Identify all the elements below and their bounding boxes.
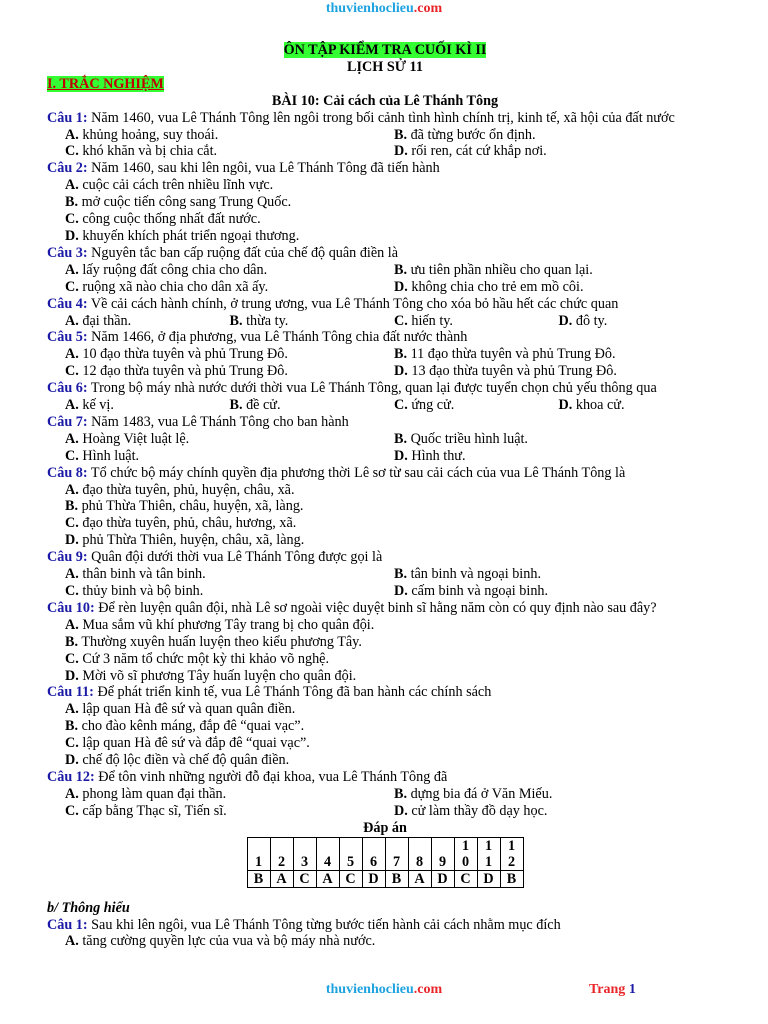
- option: D. phủ Thừa Thiên, huyện, châu, xã, làng.: [65, 532, 305, 549]
- question-text: Nguyên tắc ban cấp ruộng đất của chế độ quân điền là: [91, 244, 399, 261]
- subsection-heading: b/ Thông hiểu: [47, 899, 130, 916]
- question: [47, 600, 723, 617]
- question-text: Quân đội dưới thời vua Lê Thánh Tông được gọi là: [91, 549, 383, 566]
- answer-value-cell: A: [270, 870, 293, 887]
- option: D. 13 đạo thừa tuyên và phủ Trung Đô.: [394, 363, 617, 380]
- option: B. Thường xuyên huấn luyện theo kiểu phương Tây.: [65, 633, 362, 650]
- option: B. tân binh và ngoại binh.: [394, 566, 541, 583]
- site-header[interactable]: [0, 1, 768, 17]
- option: A. phong làm quan đại thần.: [65, 785, 227, 802]
- answer-number-row: [247, 837, 523, 870]
- section-heading: I. TRẮC NGHIỆM: [47, 75, 164, 92]
- option: B. ưu tiên phần nhiều cho quan lại.: [394, 261, 593, 278]
- answer-value-cell: A: [316, 870, 339, 887]
- option: B. đã từng bước ổn định.: [394, 126, 536, 143]
- question-list: [47, 110, 723, 820]
- answer-key-table: [247, 837, 524, 888]
- option: B. mở cuộc tiến công sang Trung Quốc.: [65, 194, 292, 211]
- question-label: Câu 10:: [47, 599, 95, 616]
- answer-value-cell: D: [362, 870, 385, 887]
- option: A. Hoàng Việt luật lệ.: [65, 430, 190, 447]
- option: C. ruộng xã nào chia cho dân xã ấy.: [65, 278, 269, 295]
- option: D. cử làm thầy đồ dạy học.: [394, 802, 548, 819]
- answer-number-cell: 7: [385, 837, 408, 870]
- answer-number-cell: 4: [316, 837, 339, 870]
- question-text: Năm 1483, vua Lê Thánh Tông cho ban hành: [91, 413, 349, 430]
- option: C. ứng cử.: [394, 397, 455, 414]
- answer-number-cell: 6: [362, 837, 385, 870]
- option: C. Hình luật.: [65, 447, 140, 464]
- option: B. cho đào kênh máng, đắp đê “quai vạc”.: [65, 718, 305, 735]
- question: [47, 329, 723, 346]
- site-name: thuvienhoclieu: [325, 1, 414, 16]
- answer-number-cell: 2: [270, 837, 293, 870]
- answer-value-cell: C: [293, 870, 316, 887]
- answer-number-cell: 5: [339, 837, 362, 870]
- answer-value-cell: D: [477, 870, 500, 887]
- question: [47, 684, 723, 701]
- footer-site-name: thuvienhoclieu: [325, 982, 414, 997]
- option: A. lập quan Hà đê sứ và quan quân điền.: [65, 701, 296, 718]
- option: D. Hình thư.: [394, 447, 466, 464]
- lesson-title: BÀI 10: Cải cách của Lê Thánh Tông: [271, 92, 499, 109]
- option: D. Mời võ sĩ phương Tây huấn luyện cho quân đội.: [65, 667, 357, 684]
- question: [47, 769, 723, 786]
- answer-number-cell: 9: [431, 837, 454, 870]
- option: D. rối ren, cát cứ khắp nơi.: [394, 143, 547, 160]
- option: B. phủ Thừa Thiên, châu, huyện, xã, làng.: [65, 498, 304, 515]
- question: [47, 380, 723, 397]
- option: C. khó khăn và bị chia cắt.: [65, 143, 218, 160]
- question-label: Câu 12:: [47, 768, 95, 785]
- question: [47, 465, 723, 482]
- answer-value-cell: B: [247, 870, 270, 887]
- answer-value-cell: D: [431, 870, 454, 887]
- option: D. đô ty.: [558, 312, 608, 329]
- question-label: Câu 3:: [47, 244, 88, 261]
- question-label: Câu 1:: [47, 109, 88, 126]
- site-footer[interactable]: [0, 982, 768, 998]
- option: A. khủng hoảng, suy thoái.: [65, 126, 219, 143]
- answer-value-row: [247, 870, 523, 887]
- answer-number-cell: 3: [293, 837, 316, 870]
- question-label: Câu 11:: [47, 684, 94, 701]
- question: [47, 917, 723, 934]
- question: [47, 549, 723, 566]
- answer-value-cell: C: [454, 870, 477, 887]
- option: D. cấm binh và ngoại binh.: [394, 583, 549, 599]
- option: C. Cứ 3 năm tổ chức một kỳ thi khảo võ nghệ.: [65, 650, 330, 667]
- option: A. 10 đạo thừa tuyên và phủ Trung Đô.: [65, 346, 288, 363]
- question: [47, 160, 723, 177]
- option: A. Mua sắm vũ khí phương Tây trang bị cho quân đội.: [65, 616, 375, 633]
- question: [47, 110, 723, 127]
- question-label: Câu 6:: [47, 380, 88, 397]
- site-domain: .com: [413, 1, 443, 16]
- question-text: Năm 1466, ở địa phương, vua Lê Thánh Tông chia đất nước thành: [91, 329, 468, 346]
- option: C. công cuộc thống nhất đất nước.: [65, 211, 261, 228]
- option: C. đạo thừa tuyên, phủ, châu, hương, xã.: [65, 515, 297, 532]
- option: A. đại thần.: [65, 312, 132, 329]
- answer-number-cell: 8: [408, 837, 431, 870]
- question-text: Về cải cách hành chính, ở trung ương, vua Lê Thánh Tông cho xóa bỏ hầu hết các chức quan: [90, 295, 619, 312]
- option: C. thủy binh và bộ binh.: [65, 583, 204, 599]
- option: A. tăng cường quyền lực của vua và bộ máy nhà nước.: [65, 933, 376, 950]
- question-text: Để tôn vinh những người đỗ đại khoa, vua Lê Thánh Tông đã: [98, 768, 448, 785]
- answer-value-cell: C: [339, 870, 362, 887]
- option: A. cuộc cải cách trên nhiều lĩnh vực.: [65, 177, 274, 194]
- option: D. khoa cử.: [558, 397, 625, 414]
- option: D. khuyến khích phát triển ngoại thương.: [65, 227, 300, 244]
- option: A. đạo thừa tuyên, phủ, huyện, châu, xã.: [65, 481, 295, 498]
- answer-number-cell: 1 1: [477, 837, 500, 870]
- question-text: Để phát triển kinh tế, vua Lê Thánh Tông đã ban hành các chính sách: [97, 684, 492, 701]
- question-label: Câu 4:: [47, 295, 88, 312]
- page-title: ÔN TẬP KIỂM TRA CUỐI KÌ II: [283, 42, 487, 58]
- option: A. kế vị.: [65, 397, 114, 414]
- answer-key-title: Đáp án: [363, 819, 407, 836]
- answer-number-cell: 1 0: [454, 837, 477, 870]
- document-body: [47, 42, 723, 950]
- option: B. thừa ty.: [229, 312, 289, 329]
- option: D. không chia cho trẻ em mồ côi.: [394, 278, 584, 295]
- option: D. chế độ lộc điền và chế độ quân điền.: [65, 752, 290, 769]
- question-text: Năm 1460, vua Lê Thánh Tông lên ngôi trong bối cảnh tình hình chính trị, kinh tế, xã hội của đất nước: [91, 109, 675, 126]
- option: A. lấy ruộng đất công chia cho dân.: [65, 261, 268, 278]
- option: C. 12 đạo thừa tuyên và phủ Trung Đô.: [65, 363, 288, 380]
- footer-site-domain: .com: [413, 982, 443, 997]
- question: [47, 245, 723, 262]
- option: C. cấp bằng Thạc sĩ, Tiến sĩ.: [65, 802, 227, 819]
- question-label: Câu 5:: [47, 329, 88, 346]
- answer-number-cell: 1: [247, 837, 270, 870]
- question-text: Sau khi lên ngôi, vua Lê Thánh Tông từng bước tiến hành cải cách nhằm mục đích: [91, 916, 561, 933]
- question-label: Câu 9:: [47, 549, 88, 566]
- question: [47, 296, 723, 313]
- option: A. thân binh và tân binh.: [65, 566, 206, 583]
- answer-number-cell: 1 2: [500, 837, 523, 870]
- question: [47, 414, 723, 431]
- option: C. lập quan Hà đê sứ và đắp đê “quai vạc”.: [65, 735, 310, 752]
- question-text: Tổ chức bộ máy chính quyền địa phương thời Lê sơ từ sau cải cách của vua Lê Thánh Tông là: [90, 464, 626, 481]
- page-subtitle: LỊCH SỬ 11: [347, 58, 423, 75]
- page-number: Trang 1: [589, 982, 636, 997]
- option: B. đề cử.: [229, 397, 281, 414]
- question-label: Câu 2:: [47, 160, 88, 177]
- question-label: Câu 7:: [47, 413, 88, 430]
- option: B. dựng bia đá ở Văn Miếu.: [394, 785, 553, 802]
- question-text: Để rèn luyện quân đội, nhà Lê sơ ngoài việc duyệt binh sĩ hằng năm còn có quy định nào sau đây?: [98, 599, 657, 616]
- answer-value-cell: B: [500, 870, 523, 887]
- question-text: Trong bộ máy nhà nước dưới thời vua Lê Thánh Tông, quan lại được tuyển chọn chủ yếu thông qua: [90, 380, 657, 397]
- option: C. hiến ty.: [394, 312, 453, 329]
- question-text: Năm 1460, sau khi lên ngôi, vua Lê Thánh Tông đã tiến hành: [91, 160, 440, 177]
- answer-value-cell: A: [408, 870, 431, 887]
- question-label: Câu 8:: [47, 464, 88, 481]
- answer-value-cell: B: [385, 870, 408, 887]
- option: B. 11 đạo thừa tuyên và phủ Trung Đô.: [394, 346, 616, 363]
- option: B. Quốc triều hình luật.: [394, 430, 528, 447]
- question-label: Câu 1:: [47, 916, 88, 933]
